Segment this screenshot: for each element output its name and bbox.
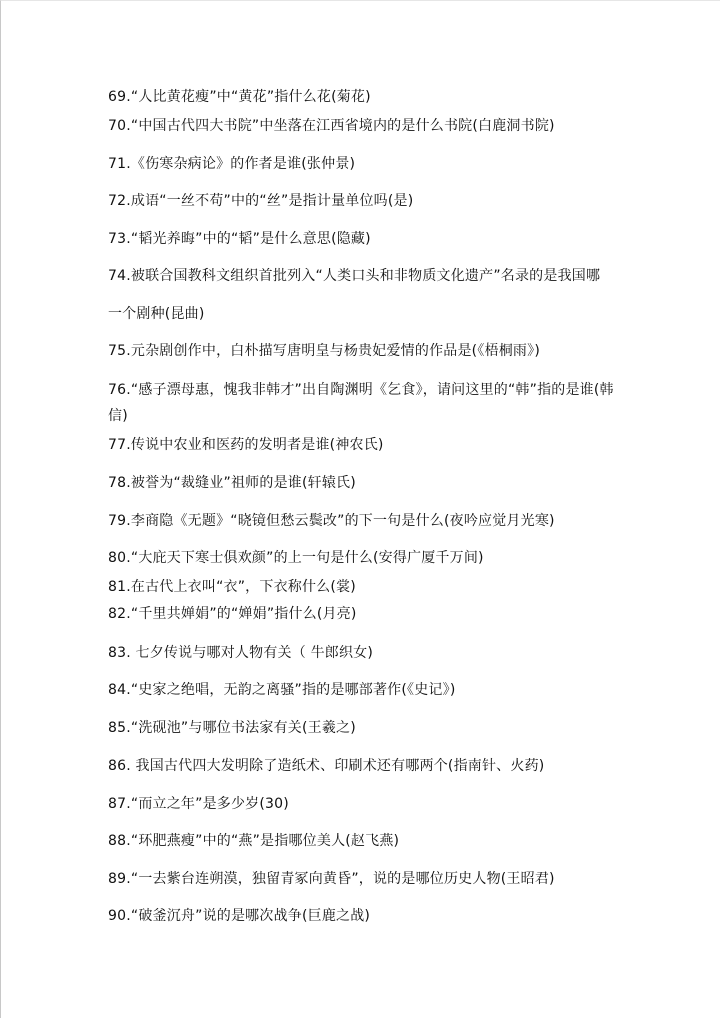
question-79: 79.李商隐《无题》“晓镜但愁云鬓改”的下一句是什么(夜吟应觉月光寒)	[108, 513, 555, 529]
question-76-cont: 信)	[108, 408, 128, 424]
question-84: 84.“史家之绝唱，无韵之离骚”指的是哪部著作(《史记》)	[108, 682, 456, 698]
question-78: 78.被誉为“裁缝业”祖师的是谁(轩辕氏)	[108, 475, 356, 491]
question-86: 86. 我国古代四大发明除了造纸术、印刷术还有哪两个(指南针、火药)	[108, 758, 545, 774]
question-87: 87.“而立之年”是多少岁(30)	[108, 796, 289, 812]
question-85: 85.“洗砚池”与哪位书法家有关(王羲之)	[108, 720, 356, 736]
question-69: 69.“人比黄花瘦”中“黄花”指什么花(菊花)	[108, 89, 371, 105]
question-82: 82.“千里共婵娟”的“婵娟”指什么(月亮)	[108, 606, 357, 622]
question-76: 76.“感子漂母惠，愧我非韩才”出自陶渊明《乞食》，请问这里的“韩”指的是谁(韩	[108, 382, 614, 398]
question-88: 88.“环肥燕瘦”中的“燕”是指哪位美人(赵飞燕)	[108, 833, 400, 849]
question-72: 72.成语“一丝不苟”中的“丝”是指计量单位吗(是)	[108, 193, 414, 209]
question-83: 83. 七夕传说与哪对人物有关（ 牛郎织女)	[108, 645, 374, 661]
question-75: 75.元杂剧创作中，白朴描写唐明皇与杨贵妃爱情的作品是(《梧桐雨》)	[108, 343, 540, 359]
question-70: 70.“中国古代四大书院”中坐落在江西省境内的是什么书院(白鹿洞书院)	[108, 118, 555, 134]
question-74-cont: 一个剧种(昆曲)	[108, 306, 205, 322]
question-81: 81.在古代上衣叫“衣”，下衣称什么(裳)	[108, 579, 356, 595]
question-80: 80.“大庇天下寒士俱欢颜”的上一句是什么(安得广厦千万间)	[108, 550, 484, 566]
question-90: 90.“破釜沉舟”说的是哪次战争(巨鹿之战)	[108, 908, 371, 924]
question-77: 77.传说中农业和医药的发明者是谁(神农氏)	[108, 437, 384, 453]
question-74: 74.被联合国教科文组织首批列入“人类口头和非物质文化遗产”名录的是我国哪	[108, 268, 601, 284]
question-89: 89.“一去紫台连朔漠，独留青冢向黄昏”，说的是哪位历史人物(王昭君)	[108, 871, 555, 887]
question-73: 73.“韬光养晦”中的“韬”是什么意思(隐藏)	[108, 231, 371, 247]
question-71: 71.《伤寒杂病论》的作者是谁(张仲景)	[108, 156, 356, 172]
